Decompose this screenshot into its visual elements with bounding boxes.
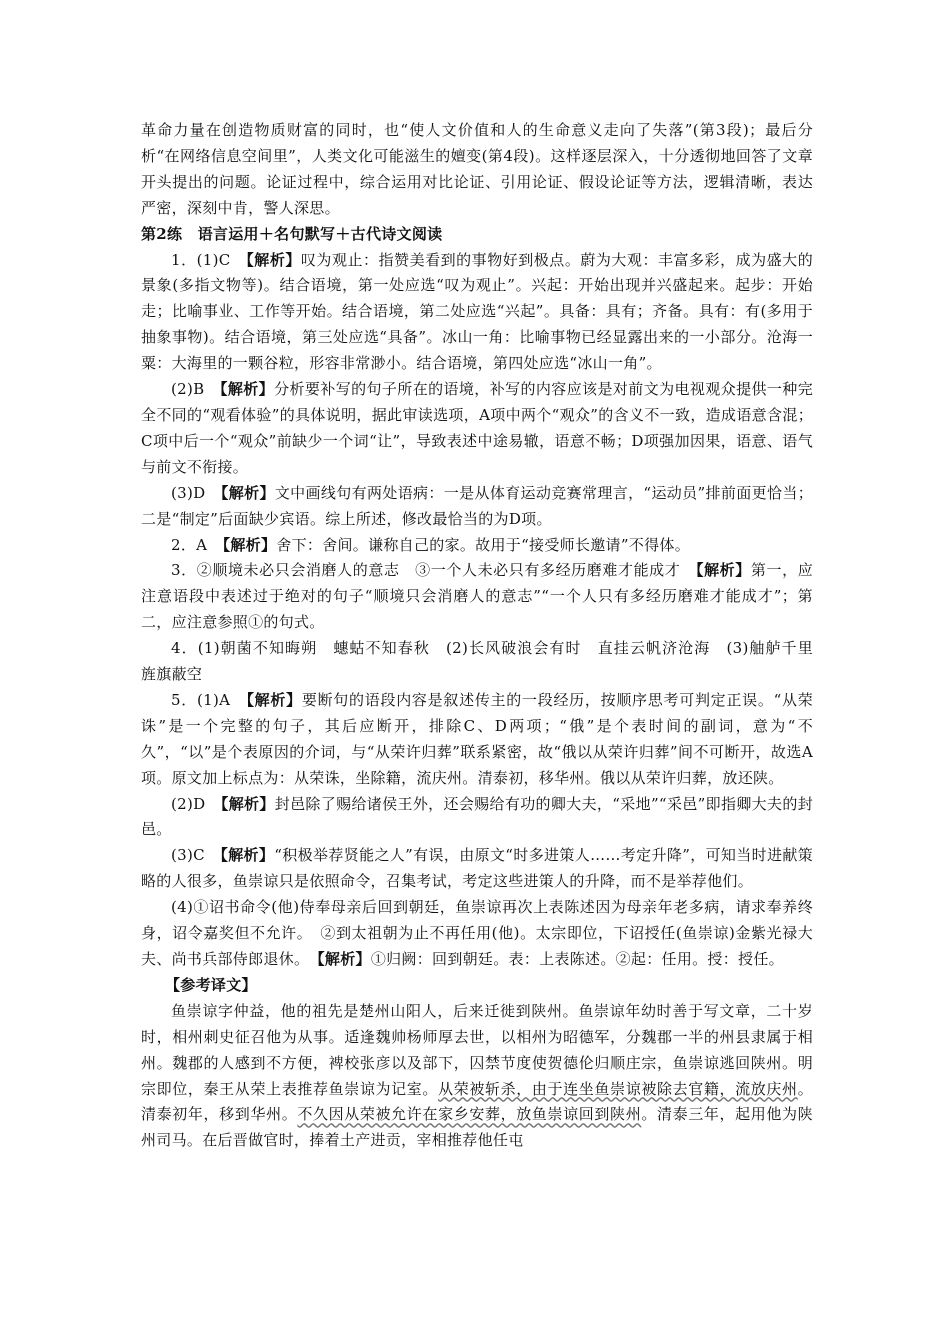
answer-lead: 5．(1)A [171,690,247,709]
answer-1-2 [141,377,813,481]
answer-5-3 [141,843,813,895]
answer-2 [141,533,813,559]
answer-1-1 [141,248,813,378]
answer-body: 叹为观止：指赞美看到的事物好到极点。蔚为大观：丰富多彩，成为盛大的景象(多指文物等)。结合语境，第一处应选“叹为观止”。兴起：开始出现并兴盛起来。起步：开始走；比喻事业、工作等开始。结合语境，第二处应选“兴起”。具备：具有；齐备。具有：有(多用于抽象事物)。结合语境，第三处应选“具备”。冰山一角：比喻事物已经显露出来的一小部分。沧海一粟：大海里的一颗谷粒，形容非常渺小。结合语境，第四处应选“冰山一角”。 [141,250,814,373]
answer-lead: (4)①诏书命令(他)侍奉母亲后回到朝廷，鱼崇谅再次上表陈述因为母亲年老多病，请求奉养终身，诏令嘉奖但不允许。 ②到太祖朝为止不再任用(他)。太宗即位，下诏授任(鱼崇谅)金紫光禄大夫、尚书兵部侍郎退休。 [141,898,813,968]
analysis-tag: 【解析】 [220,483,275,502]
answer-body: 第一，应注意语段中表述过于绝对的句子“顺境只会消磨人的意志”“一个人只有多经历磨难才能成才”；第二，应注意参照①的句式。 [141,561,813,632]
answer-lead: 2．A [171,535,223,554]
translation-text: 鱼崇谅字仲益，他的祖先是楚州山阳人，后来迁徙到陕州。鱼崇谅年幼时善于写文章，二十岁时，相州刺史征召他为从事。适逢魏帅杨师厚去世，以相州为昭德军，分魏郡一半的州县隶属于相州。魏郡的人感到不方便，裨校张彦以及部下，囚禁节度使贺德伦归顺庄宗，鱼崇谅逃回陕州。明宗即位，秦王从荣上表推荐鱼崇谅为记室。 [141,1001,813,1098]
analysis-tag: 【解析】 [220,794,275,813]
answer-body: 分析要补写的句子所在的语境，补写的内容应该是对前文为电视观众提供一种完全不同的“观看体验”的具体说明，据此审读选项，A项中两个“观众”的含义不一致，造成语意含混；C项中后一个“观众”前缺少一个词“让”，导致表述中途易辙，语意不畅；D项强加因果，语意、语气与前文不衔接。 [141,380,813,476]
answer-4 [141,636,829,688]
answer-5-2 [141,792,813,844]
underlined-sentence: 从荣被斩杀，由于连坐鱼崇谅被除去官籍，流放庆州 [438,1079,798,1098]
analysis-tag: 【解析】 [246,690,302,709]
answer-3 [141,558,813,636]
answer-lead: 4．(1)朝菌不知晦朔 蟪蛄不知春秋 (2)长风破浪会有时 直挂云帆济沧海 (3)舳舻千里 旌旗蔽空 [141,639,829,684]
answer-lead: 3．②顺境未必只会消磨人的意志 ③一个人未必只有多经历磨难才能成才 [171,561,696,580]
answer-body: “积极举荐贤能之人”有误，由原文“时多进策人……考定升降”，可知当时进献策略的人很多，鱼崇谅只是依照命令，召集考试，考定这些进策人的升降，而不是举荐他们。 [141,846,814,891]
answer-lead: (3)C [171,846,221,865]
answer-5-1 [141,688,813,792]
answer-5-4 [141,895,813,973]
document-page [141,118,829,1154]
translation-text: 。清泰初年，移到华州。 [141,1079,814,1124]
answer-lead: (2)B [171,380,220,399]
answer-lead: (3)D [171,483,221,502]
analysis-tag: 【解析】 [246,250,301,269]
answer-lead: (2)D [171,794,221,813]
underlined-sentence: 不久因从荣被允许在家乡安葬，放鱼崇谅回到陕州 [297,1105,642,1124]
answer-body: 要断句的语段内容是叙述传主的一段经历，按顺序思考可判定正误。“从荣诛”是一个完整的句子，其后应断开，排除C、D两项；“俄”是个表时间的副词，意为“不久”，“以”是个表原因的介词，与“从荣许归葬”联系紧密，故“俄以从荣许归葬”间不可断开，故选A项。原文加上标点为：从荣诛，坐除籍，流庆州。清泰初，移华州。俄以从荣许归葬，放还陕。 [141,690,814,787]
reference-heading: 【参考译文】 [165,975,257,994]
analysis-tag: 【解析】 [695,561,751,580]
translation-text: 。清泰三年，起用他为陕州司马。在后晋做官时，捧着土产进贡，宰相推荐他任屯 [141,1105,813,1150]
answer-body: 舍下：舍间。谦称自己的家。故用于“接受师长邀请”不得体。 [276,535,691,554]
analysis-tag: 【解析】 [220,846,275,865]
answer-1-3 [141,481,813,533]
analysis-tag: 【解析】 [222,535,277,554]
answer-body: ①归阙：回到朝廷。表：上表陈述。②起：任用。授：授任。 [370,950,784,968]
answer-body: 文中画线句有两处语病：一是从体育运动竞赛常理言，“运动员”排前面更恰当；二是“制定”后面缺少宾语。综上所述，修改最恰当的为D项。 [141,483,813,528]
answer-lead: 1．(1)C [171,250,247,269]
analysis-tag: 【解析】 [219,380,275,399]
translation-paragraph [141,999,813,1154]
answer-body: 封邑除了赐给诸侯王外，还会赐给有功的卿大夫，“采地”“采邑”即指卿大夫的封邑。 [141,794,813,839]
intro-paragraph: 革命力量在创造物质财富的同时，也“使人文价值和人的生命意义走向了失落”(第3段)；最后分析“在网络信息空间里”，人类文化可能滋生的嬗变(第4段)。这样逐层深入，十分透彻地回答了文章开头提出的问题。论证过程中，综合运用对比论证、引用论证、假设论证等方法，逻辑清晰，表达严密，深刻中肯，警人深思。 [141,121,813,217]
section-title: 第2练 语言运用＋名句默写＋古代诗文阅读 [141,224,443,243]
analysis-tag: 【解析】 [317,950,371,968]
